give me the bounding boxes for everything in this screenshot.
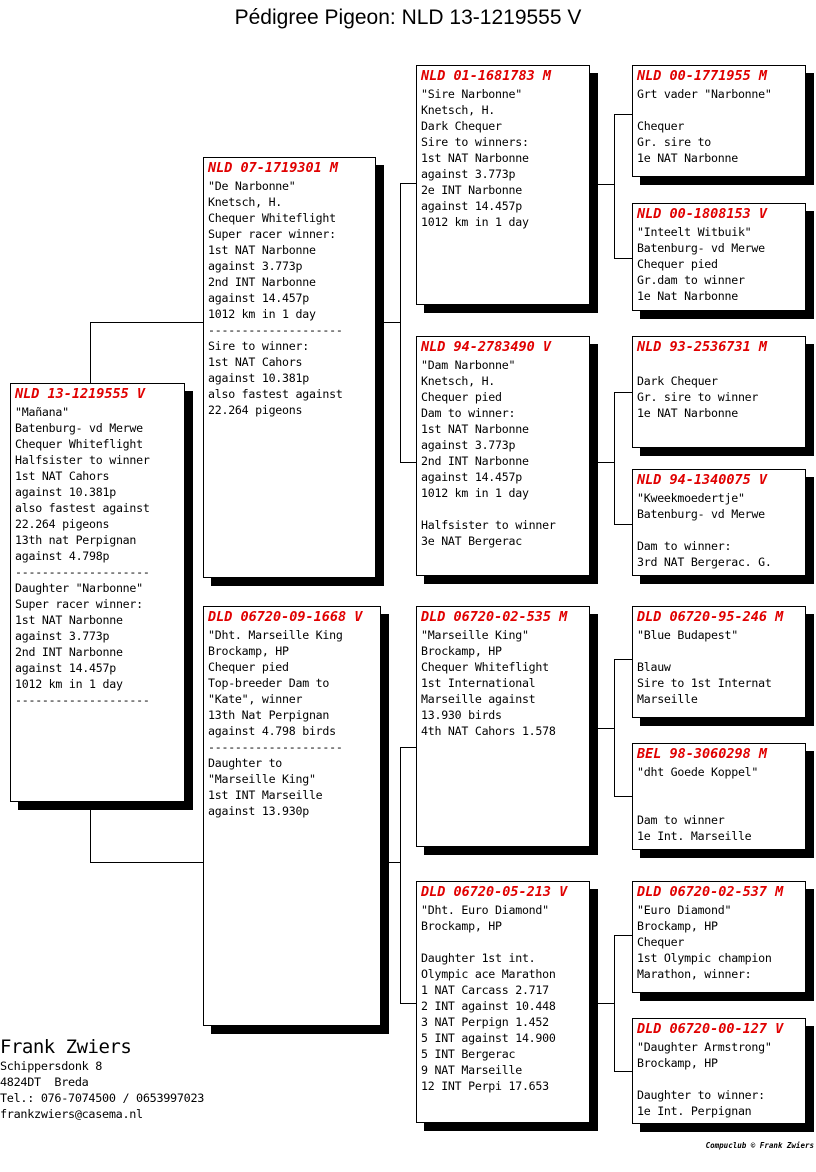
card-line: 5 INT Bergerac [421, 1047, 516, 1061]
card-line: Dam to winner [637, 813, 725, 827]
card-line: 22.264 pigeons [15, 517, 110, 531]
card-line: 3 NAT Perpign 1.452 [421, 1015, 549, 1029]
card-line: against 3.773p [421, 438, 516, 452]
card-line: Batenburg- vd Merwe [637, 507, 765, 521]
connector-line [383, 322, 401, 323]
connector-line [400, 462, 417, 463]
dam-dam-sire-card [632, 881, 806, 993]
card-line: Halfsister to winner [15, 453, 150, 467]
card-line: Chequer pied [421, 390, 502, 404]
card-line: "De Narbonne" [208, 179, 296, 193]
card-line: "Kate", winner [208, 692, 303, 706]
connector-line [383, 862, 401, 863]
card-details [421, 627, 585, 739]
card-line: against 3.773p [15, 629, 110, 643]
card-line: also fastest against [15, 501, 150, 515]
card-line: Super racer winner: [208, 227, 336, 241]
card-line: 4th NAT Cahors 1.578 [421, 724, 556, 738]
subject-card [10, 383, 185, 802]
card-line: "Sire Narbonne" [421, 87, 522, 101]
card-line: -------------------- [208, 323, 343, 337]
card-details [637, 1039, 801, 1119]
connector-line [614, 659, 633, 660]
card-line: Chequer Whiteflight [208, 211, 336, 225]
ring-number: DLD 06720-95-246 M [637, 609, 784, 625]
dam-dam-dam-card [632, 1018, 806, 1124]
connector-line [90, 322, 204, 323]
card-line: "Blue Budapest" [637, 628, 738, 642]
card-line: 12 INT Perpi 17.653 [421, 1079, 549, 1093]
card-line: also fastest against [208, 387, 343, 401]
card-line: 5 INT against 14.900 [421, 1031, 556, 1045]
card-line: Brockamp, HP [421, 644, 502, 658]
connector-line [400, 183, 417, 184]
card-line: 1st NAT Cahors [208, 355, 303, 369]
connector-line [614, 114, 633, 115]
card-line: 9 NAT Marseille [421, 1063, 522, 1077]
card-line: -------------------- [15, 565, 150, 579]
owner-address: Schippersdonk 8 [0, 1059, 103, 1073]
card-line: 2nd INT Narbonne [421, 454, 529, 468]
sire-sire-card [416, 65, 590, 305]
ring-number: DLD 06720-02-535 M [421, 609, 568, 625]
connector-line [400, 747, 401, 1004]
card-line: Marseille against [421, 692, 536, 706]
dam-sire-dam-card [632, 743, 806, 850]
card-line: against 10.381p [15, 485, 116, 499]
card-line: Dam to winner: [637, 539, 732, 553]
card-line [637, 643, 801, 659]
card-line: Sire to winners: [421, 135, 529, 149]
card-details [421, 902, 585, 1094]
ring-number: NLD 07-1719301 M [208, 160, 339, 176]
connector-line [597, 462, 615, 463]
card-line: Knetsch, H. [421, 374, 496, 388]
card-line: Daughter to [208, 756, 283, 770]
card-line: Dark Chequer [421, 119, 502, 133]
card-line [421, 934, 585, 950]
card-line [637, 796, 801, 812]
ring-number: DLD 06720-05-213 V [421, 884, 568, 900]
card-line: 3rd NAT Bergerac. G. [637, 555, 772, 569]
card-line: Top-breeder Dam to [208, 676, 330, 690]
connector-line [614, 1071, 633, 1072]
card-line: 22.264 pigeons [208, 403, 303, 417]
card-line: 13th Nat Perpignan [208, 708, 330, 722]
ring-number: NLD 94-1340075 V [637, 472, 768, 488]
card-line: 2e INT Narbonne [421, 183, 522, 197]
card-line: 1012 km in 1 day [208, 307, 316, 321]
card-line: "Euro Diamond" [637, 903, 732, 917]
card-line: 1st NAT Narbonne [15, 613, 123, 627]
card-details [637, 902, 801, 982]
card-line [637, 357, 801, 373]
card-line [637, 522, 801, 538]
ring-number: NLD 13-1219555 V [15, 386, 146, 402]
connector-line [90, 810, 91, 863]
card-line [637, 102, 801, 118]
ring-number: NLD 93-2536731 M [637, 339, 768, 355]
card-line: "Dht. Marseille King [208, 628, 343, 642]
card-details [208, 627, 376, 819]
ring-number: NLD 00-1808153 V [637, 206, 768, 222]
card-line: Batenburg- vd Merwe [637, 241, 765, 255]
card-line: Gr. sire to [637, 135, 712, 149]
card-line: 1 NAT Carcass 2.717 [421, 983, 549, 997]
card-line: "Marseille King" [208, 772, 316, 786]
connector-line [614, 258, 633, 259]
card-line: against 14.457p [421, 199, 522, 213]
card-line: Chequer Whiteflight [421, 660, 549, 674]
card-line: 13th nat Perpignan [15, 533, 137, 547]
card-line: Chequer pied [637, 257, 718, 271]
card-line: Daughter "Narbonne" [15, 581, 143, 595]
card-line: Chequer Whiteflight [15, 437, 143, 451]
card-line: Chequer [637, 935, 685, 949]
connector-line [400, 183, 401, 463]
card-line: 1e NAT Narbonne [637, 406, 738, 420]
card-details [421, 357, 585, 549]
connector-line [614, 392, 633, 393]
dam-sire-card [416, 606, 590, 847]
card-line: 3e NAT Bergerac [421, 534, 522, 548]
card-line: 1st NAT Cahors [15, 469, 110, 483]
connector-line [597, 184, 615, 185]
card-line [421, 501, 585, 517]
connector-line [400, 747, 417, 748]
card-details [637, 224, 801, 304]
card-line: Halfsister to winner [421, 518, 556, 532]
ring-number: NLD 01-1681783 M [421, 68, 552, 84]
card-line: 1012 km in 1 day [15, 677, 123, 691]
card-line: "Daughter Armstrong" [637, 1040, 772, 1054]
card-line: "Mañana" [15, 405, 69, 419]
sire-dam-dam-card [632, 469, 806, 576]
sire-sire-dam-card [632, 203, 806, 311]
connector-line [614, 659, 615, 797]
card-line: Knetsch, H. [421, 103, 496, 117]
card-line: 1012 km in 1 day [421, 215, 529, 229]
card-line: "Dht. Euro Diamond" [421, 903, 549, 917]
card-line: 1e Int. Perpignan [637, 1104, 752, 1118]
card-details [637, 86, 801, 166]
card-details [15, 404, 180, 708]
card-line: against 3.773p [208, 259, 303, 273]
card-line: Brockamp, HP [637, 919, 718, 933]
card-line: "dht Goede Koppel" [637, 765, 759, 779]
ring-number: NLD 94-2783490 V [421, 339, 552, 355]
connector-line [597, 1003, 615, 1004]
card-line: Sire to 1st Internat [637, 676, 772, 690]
card-line: against 3.773p [421, 167, 516, 181]
card-details [208, 178, 371, 418]
dam-sire-sire-card [632, 606, 806, 718]
card-details [637, 357, 801, 421]
card-line: Olympic ace Marathon [421, 967, 556, 981]
card-line: Blauw [637, 660, 671, 674]
card-line: against 14.457p [421, 470, 522, 484]
card-details [637, 627, 801, 707]
card-line: 1st NAT Narbonne [421, 151, 529, 165]
ring-number: DLD 06720-09-1668 V [208, 609, 363, 625]
owner-email[interactable]: frankzwiers@casema.nl [0, 1107, 143, 1121]
card-line: 1012 km in 1 day [421, 486, 529, 500]
card-line: 2nd INT Narbonne [208, 275, 316, 289]
owner-phone: Tel.: 076-7074500 / 0653997023 [0, 1091, 205, 1105]
connector-line [597, 728, 615, 729]
owner-block [0, 1036, 204, 1122]
card-line: 1st International [421, 676, 536, 690]
connector-line [400, 1003, 417, 1004]
connector-line [614, 796, 633, 797]
card-line: Daughter 1st int. [421, 951, 536, 965]
card-line: 1e Int. Marseille [637, 829, 752, 843]
card-line: Gr. sire to winner [637, 390, 759, 404]
sire-dam-card [416, 336, 590, 576]
card-line: Grt vader "Narbonne" [637, 87, 772, 101]
connector-line [614, 935, 633, 936]
card-line: "Kweekmoedertje" [637, 491, 745, 505]
card-details [637, 490, 801, 570]
card-details [421, 86, 585, 230]
card-line: against 14.457p [15, 661, 116, 675]
ring-number: DLD 06720-00-127 V [637, 1021, 784, 1037]
card-line: Dark Chequer [637, 374, 718, 388]
card-line: 1st Olympic champion [637, 951, 772, 965]
page-title: Pédigree Pigeon: NLD 13-1219555 V [234, 6, 582, 29]
card-line: -------------------- [15, 693, 150, 707]
card-line: 1st NAT Narbonne [208, 243, 316, 257]
card-line: 1e Nat Narbonne [637, 289, 738, 303]
ring-number: NLD 00-1771955 M [637, 68, 768, 84]
card-line: 1st NAT Narbonne [421, 422, 529, 436]
sire-card [203, 157, 376, 578]
connector-line [614, 524, 633, 525]
card-line: Super racer winner: [15, 597, 143, 611]
ring-number: BEL 98-3060298 M [637, 746, 768, 762]
connector-line [90, 862, 204, 863]
card-line: Brockamp, HP [208, 644, 289, 658]
card-line: Chequer pied [208, 660, 289, 674]
connector-line [614, 935, 615, 1072]
card-line: 13.930 birds [421, 708, 502, 722]
card-line: 2nd INT Narbonne [15, 645, 123, 659]
sire-sire-sire-card [632, 65, 806, 177]
card-line: against 10.381p [208, 371, 309, 385]
card-line: Sire to winner: [208, 339, 309, 353]
owner-city: 4824DT Breda [0, 1075, 89, 1089]
sire-dam-sire-card [632, 336, 806, 448]
card-line: Marathon, winner: [637, 967, 752, 981]
card-line: Chequer [637, 119, 685, 133]
ring-number: DLD 06720-02-537 M [637, 884, 784, 900]
dam-card [203, 606, 381, 1026]
card-line: Brockamp, HP [421, 919, 502, 933]
card-line [637, 1071, 801, 1087]
card-line: -------------------- [208, 740, 343, 754]
card-line: Dam to winner: [421, 406, 516, 420]
card-line: Brockamp, HP [637, 1056, 718, 1070]
dam-dam-card [416, 881, 590, 1123]
connector-line [614, 114, 615, 259]
card-line: 2 INT against 10.448 [421, 999, 556, 1013]
card-details [637, 764, 801, 844]
card-line: "Dam Narbonne" [421, 358, 516, 372]
card-line: Knetsch, H. [208, 195, 283, 209]
card-line: 1e NAT Narbonne [637, 151, 738, 165]
connector-line [90, 322, 91, 384]
connector-line [614, 392, 615, 525]
card-line: Daughter to winner: [637, 1088, 765, 1102]
footer-credit: Compuclub © Frank Zwiers [705, 1141, 814, 1150]
card-line: against 13.930p [208, 804, 309, 818]
card-line: against 14.457p [208, 291, 309, 305]
card-line: against 4.798p [15, 549, 110, 563]
card-line: against 4.798 birds [208, 724, 336, 738]
card-line: Batenburg- vd Merwe [15, 421, 143, 435]
card-line: Marseille [637, 692, 698, 706]
card-line [637, 780, 801, 796]
card-line: "Inteelt Witbuik" [637, 225, 752, 239]
card-line: 1st INT Marseille [208, 788, 323, 802]
card-line: Gr.dam to winner [637, 273, 745, 287]
owner-name: Frank Zwiers [0, 1036, 132, 1058]
card-line: "Marseille King" [421, 628, 529, 642]
